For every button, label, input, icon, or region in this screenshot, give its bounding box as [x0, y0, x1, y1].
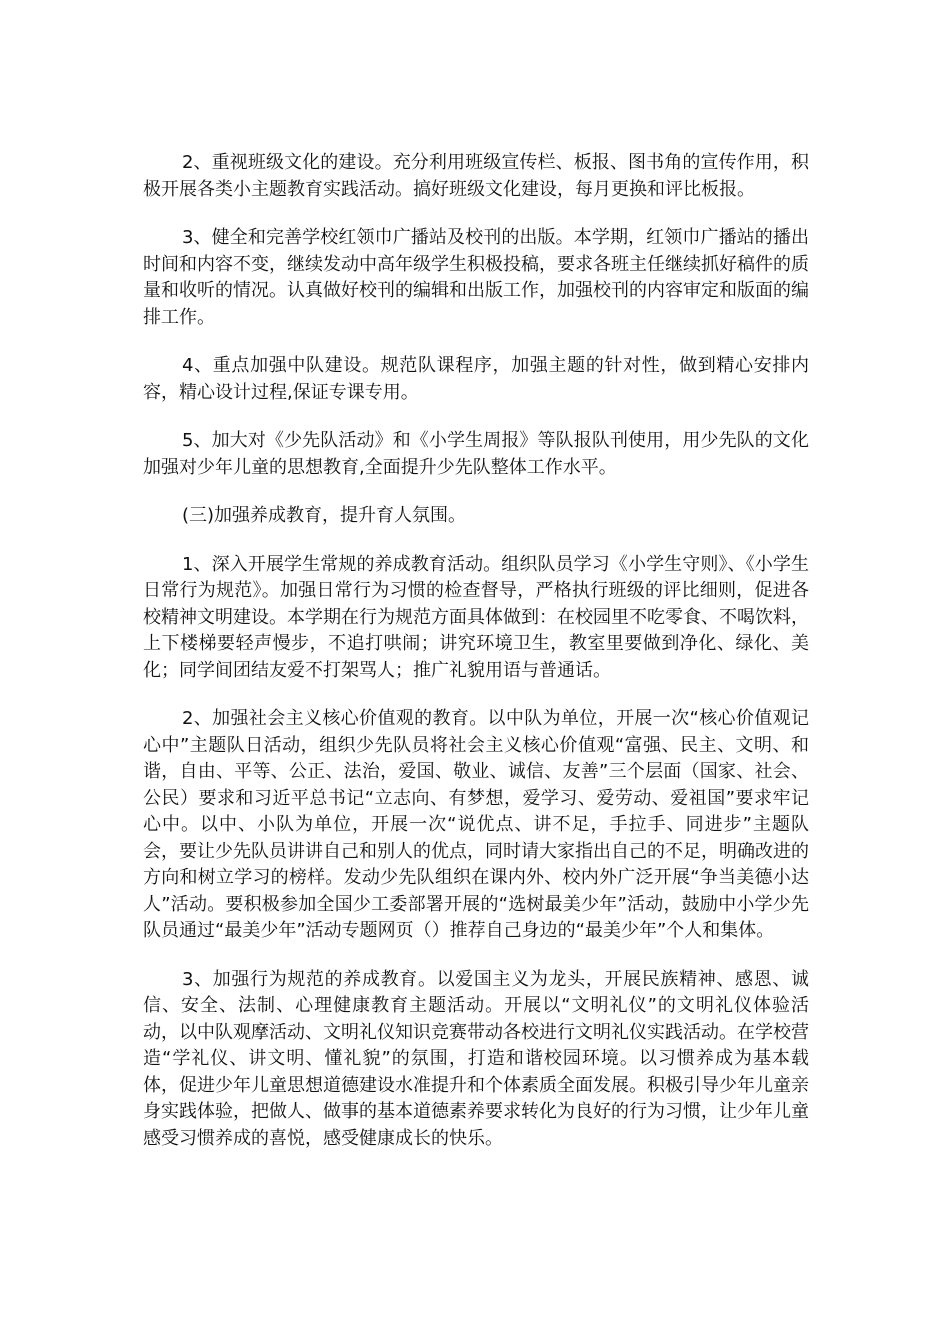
section-heading-habit-education: (三)加强养成教育，提升育人氛围。 — [182, 505, 467, 526]
paragraph-squad-building: 4、重点加强中队建设。规范队课程序，加强主题的针对性，做到精心安排内容，精心设计过程,保证专课专用。 — [143, 355, 809, 403]
paragraph-behavior-norms: 3、加强行为规范的养成教育。以爱国主义为龙头，开展民族精神、感恩、诚信、安全、法制、心理健康教育主题活动。开展以“文明礼仪”的文明礼仪体验活动，以中队观摩活动、文明礼仪知识竞赛带动各校进行文明礼仪实践活动。在学校营造“学礼仪、讲文明、懂礼貌”的氛围，打造和谐校园环境。以习惯养成为基本载体，促进少年儿童思想道德建设水准提升和个体素质全面发展。积极引导少年儿童亲身实践体验，把做人、做事的基本道德素养要求转化为良好的行为习惯，让少年儿童感受习惯养成的喜悦，感受健康成长的快乐。 — [143, 968, 809, 1149]
paragraph-broadcast-station: 3、健全和完善学校红领巾广播站及校刊的出版。本学期，红领巾广播站的播出时间和内容不变，继续发动中高年级学生积极投稿，要求各班主任继续抓好稿件的质量和收听的情况。认真做好校刊的编辑和出版工作，加强校刊的内容审定和版面的编排工作。 — [143, 227, 809, 328]
paragraph-publications: 5、加大对《少先队活动》和《小学生周报》等队报队刊使用，用少先队的文化加强对少年儿童的思想教育,全面提升少先队整体工作水平。 — [143, 430, 809, 478]
paragraph-core-values: 2、加强社会主义核心价值观的教育。以中队为单位，开展一次“核心价值观记心中”主题队日活动，组织少先队员将社会主义核心价值观“富强、民主、文明、和谐，自由、平等、公正、法治，爱国、敬业、诚信、友善”三个层面（国家、社会、公民）要求和习近平总书记“立志向、有梦想，爱学习、爱劳动、爱祖国”要求牢记心中。以中、小队为单位，开展一次“说优点、讲不足，手拉手、同进步”主题队会，要让少先队员讲讲自己和别人的优点，同时请大家指出自己的不足，明确改进的方向和树立学习的榜样。发动少先队组织在课内外、校内外广泛开展“争当美德小达人”活动。要积极参加全国少工委部署开展的“选树最美少年”活动，鼓励中小学少先队员通过“最美少年”活动专题网页（）推荐自己身边的“最美少年”个人和集体。 — [143, 708, 809, 941]
paragraph-routine-education: 1、深入开展学生常规的养成教育活动。组织队员学习《小学生守则》、《小学生日常行为规范》。加强日常行为习惯的检查督导，严格执行班级的评比细则，促进各校精神文明建设。本学期在行为规范方面具体做到：在校园里不吃零食、不喝饮料，上下楼梯要轻声慢步，不追打哄闹；讲究环境卫生，教室里要做到净化、绿化、美化；同学间团结友爱不打架骂人；推广礼貌用语与普通话。 — [143, 553, 809, 681]
document-body — [143, 150, 809, 1174]
paragraph-class-culture: 2、重视班级文化的建设。充分利用班级宣传栏、板报、图书角的宣传作用，积极开展各类小主题教育实践活动。搞好班级文化建设，每月更换和评比板报。 — [143, 152, 809, 200]
